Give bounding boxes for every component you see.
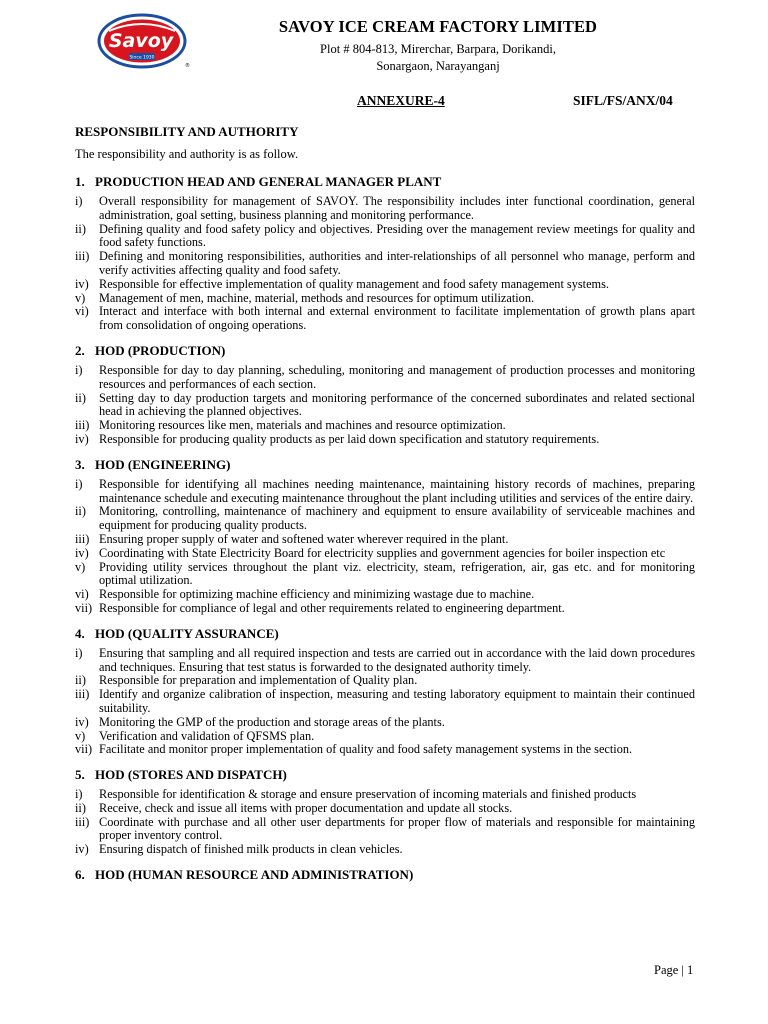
item-number: iv) xyxy=(75,714,89,729)
item-number: i) xyxy=(75,787,83,802)
item-text: Verification and validation of QFSMS plan. xyxy=(99,728,315,743)
item-text: Receive, check and issue all items with proper documentation and update all stocks. xyxy=(99,800,513,815)
item-number: vi) xyxy=(75,304,89,319)
item-list xyxy=(75,788,695,857)
list-item xyxy=(75,647,695,675)
savoy-logo xyxy=(97,13,189,69)
item-number: iv) xyxy=(75,431,89,446)
list-item xyxy=(75,561,695,589)
item-number: iii) xyxy=(75,418,90,433)
item-number: iii) xyxy=(75,814,90,829)
list-item xyxy=(75,843,695,857)
item-number: i) xyxy=(75,645,83,660)
section xyxy=(75,343,695,447)
list-item xyxy=(75,802,695,816)
item-text: Ensuring that sampling and all required inspection and tests are carried out in accordance with the laid down procedures and techniques. Ensuring that test status is forwarded to the designated authority timely. xyxy=(99,645,695,674)
item-number: ii) xyxy=(75,390,86,405)
item-list xyxy=(75,364,695,447)
section-heading xyxy=(75,343,695,359)
section-heading-text: HOD (HUMAN RESOURCE AND ADMINISTRATION) xyxy=(95,867,414,883)
company-name: SAVOY ICE CREAM FACTORY LIMITED xyxy=(278,17,598,36)
list-item xyxy=(75,292,695,306)
list-item xyxy=(75,730,695,744)
company-address-line-1: Plot # 804-813, Mirerchar, Barpara, Dorikandi, xyxy=(320,42,556,56)
item-text: Responsible for identification & storage and ensure preservation of incoming materials and finished products xyxy=(99,787,637,802)
section-heading xyxy=(75,767,695,783)
item-number: vi) xyxy=(75,587,89,602)
list-item xyxy=(75,547,695,561)
list-item xyxy=(75,223,695,251)
item-text: Interact and interface with both internal and external environment to facilitate implementation of growth plans apart from consolidation of ongoing operations. xyxy=(99,304,695,333)
item-number: ii) xyxy=(75,673,86,688)
list-item xyxy=(75,674,695,688)
item-number: v) xyxy=(75,559,86,574)
list-item xyxy=(75,419,695,433)
section-heading-text: HOD (ENGINEERING) xyxy=(95,456,231,472)
section-heading xyxy=(75,457,695,473)
item-text: Providing utility services throughout the plant viz. electricity, steam, refrigeration, air, gas etc. and for monitoring optimal utilization. xyxy=(99,559,695,588)
section xyxy=(75,174,695,333)
list-item xyxy=(75,788,695,802)
section-heading xyxy=(75,867,695,883)
item-text: Responsible for preparation and implementation of Quality plan. xyxy=(99,673,418,688)
sections-container xyxy=(75,174,695,893)
list-item xyxy=(75,743,695,757)
list-item xyxy=(75,278,695,292)
section-number: 2. xyxy=(75,342,85,358)
page-title: RESPONSIBILITY AND AUTHORITY xyxy=(75,124,299,139)
item-number: vii) xyxy=(75,600,93,615)
annexure-title: ANNEXURE-4 xyxy=(357,93,445,108)
item-number: ii) xyxy=(75,504,86,519)
item-text: Coordinate with purchase and all other user departments for proper flow of materials and responsible for maintaining proper inventory control. xyxy=(99,814,695,843)
section-heading xyxy=(75,626,695,642)
list-item xyxy=(75,250,695,278)
item-text: Ensuring proper supply of water and softened water wherever required in the plant. xyxy=(99,531,509,546)
section-heading xyxy=(75,174,695,190)
document-code: SIFL/FS/ANX/04 xyxy=(573,93,673,108)
item-number: ii) xyxy=(75,221,86,236)
item-number: iv) xyxy=(75,842,89,857)
item-text: Coordinating with State Electricity Board for electricity supplies and government agencies for boiler inspection etc xyxy=(99,545,666,560)
item-number: i) xyxy=(75,476,83,491)
list-item xyxy=(75,505,695,533)
list-item xyxy=(75,305,695,333)
section xyxy=(75,626,695,757)
item-number: v) xyxy=(75,290,86,305)
logo-tagline: Since 1930 xyxy=(129,55,155,61)
item-list xyxy=(75,647,695,757)
item-list xyxy=(75,195,695,333)
section-number: 3. xyxy=(75,456,85,472)
section-heading-text: HOD (STORES AND DISPATCH) xyxy=(95,767,287,783)
item-number: i) xyxy=(75,194,83,208)
item-number: iii) xyxy=(75,531,90,546)
item-number: iii) xyxy=(75,687,90,702)
list-item xyxy=(75,478,695,506)
intro-text: The responsibility and authority is as follow. xyxy=(75,147,299,161)
section-heading-text: PRODUCTION HEAD AND GENERAL MANAGER PLANT xyxy=(95,174,442,189)
item-text: Monitoring the GMP of the production and storage areas of the plants. xyxy=(99,714,445,729)
list-item xyxy=(75,195,695,223)
item-text: Responsible for optimizing machine efficiency and minimizing wastage due to machine. xyxy=(99,587,535,602)
section-number: 1. xyxy=(75,174,85,189)
item-number: v) xyxy=(75,728,86,743)
list-item xyxy=(75,602,695,616)
list-item xyxy=(75,688,695,716)
item-text: Overall responsibility for management of SAVOY. The responsibility includes inter functional coordination, general administration, goal setting, business planning and monitoring performance. xyxy=(99,194,695,222)
section xyxy=(75,867,695,883)
section-number: 4. xyxy=(75,625,85,641)
page-number: Page | 1 xyxy=(654,963,694,977)
item-number: i) xyxy=(75,362,83,377)
item-text: Responsible for identifying all machines needing maintenance, maintaining history records of machines, preparing maintenance schedule and executing maintenance throughout the plant including utilities and services of the entire dairy. xyxy=(99,476,695,505)
company-block xyxy=(210,17,666,75)
item-text: Responsible for producing quality products as per laid down specification and statutory requirements. xyxy=(99,431,600,446)
section-number: 6. xyxy=(75,867,85,883)
item-text: Facilitate and monitor proper implementation of quality and food safety management systems in the section. xyxy=(99,742,633,757)
section xyxy=(75,457,695,616)
item-text: Responsible for compliance of legal and other requirements related to engineering department. xyxy=(99,600,565,615)
item-number: iii) xyxy=(75,249,90,264)
logo-text: Savoy xyxy=(108,30,174,52)
section-heading-text: HOD (QUALITY ASSURANCE) xyxy=(95,625,279,641)
item-text: Management of men, machine, material, methods and resources for optimum utilization. xyxy=(99,290,535,305)
item-text: Defining quality and food safety policy and objectives. Presiding over the management review meetings for quality and food safety functions. xyxy=(99,221,695,250)
svg-text:®: ® xyxy=(185,63,190,69)
item-text: Setting day to day production targets and monitoring performance of the concerned subordinates and related sectional head in achieving the planned objectives. xyxy=(99,390,695,419)
list-item xyxy=(75,816,695,844)
item-number: vii) xyxy=(75,742,93,757)
section-heading-text: HOD (PRODUCTION) xyxy=(95,342,226,358)
list-item xyxy=(75,716,695,730)
item-text: Identify and organize calibration of inspection, measuring and testing laboratory equipment to maintain their continued suitability. xyxy=(99,687,695,715)
item-list xyxy=(75,478,695,616)
section-number: 5. xyxy=(75,767,85,783)
item-text: Defining and monitoring responsibilities, authorities and inter-relationships of all personnel who manage, perform and verify activities affecting quality and food safety. xyxy=(99,249,695,277)
list-item xyxy=(75,364,695,392)
item-text: Monitoring resources like men, materials and machines and resource optimization. xyxy=(99,418,506,433)
item-number: ii) xyxy=(75,800,86,815)
list-item xyxy=(75,392,695,420)
item-text: Responsible for day to day planning, scheduling, monitoring and management of production processes and monitoring resources and performances of each section. xyxy=(99,362,695,391)
item-number: iv) xyxy=(75,276,89,291)
list-item xyxy=(75,433,695,447)
item-text: Monitoring, controlling, maintenance of machinery and equipment to ensure availability of serviceable machines and equipment for producing quality products. xyxy=(99,504,695,533)
item-text: Ensuring dispatch of finished milk products in clean vehicles. xyxy=(99,842,403,857)
item-number: iv) xyxy=(75,545,89,560)
list-item xyxy=(75,533,695,547)
section xyxy=(75,767,695,857)
company-address-line-2: Sonargaon, Narayanganj xyxy=(376,59,500,73)
list-item xyxy=(75,588,695,602)
item-text: Responsible for effective implementation of quality management and food safety management systems. xyxy=(99,276,609,291)
